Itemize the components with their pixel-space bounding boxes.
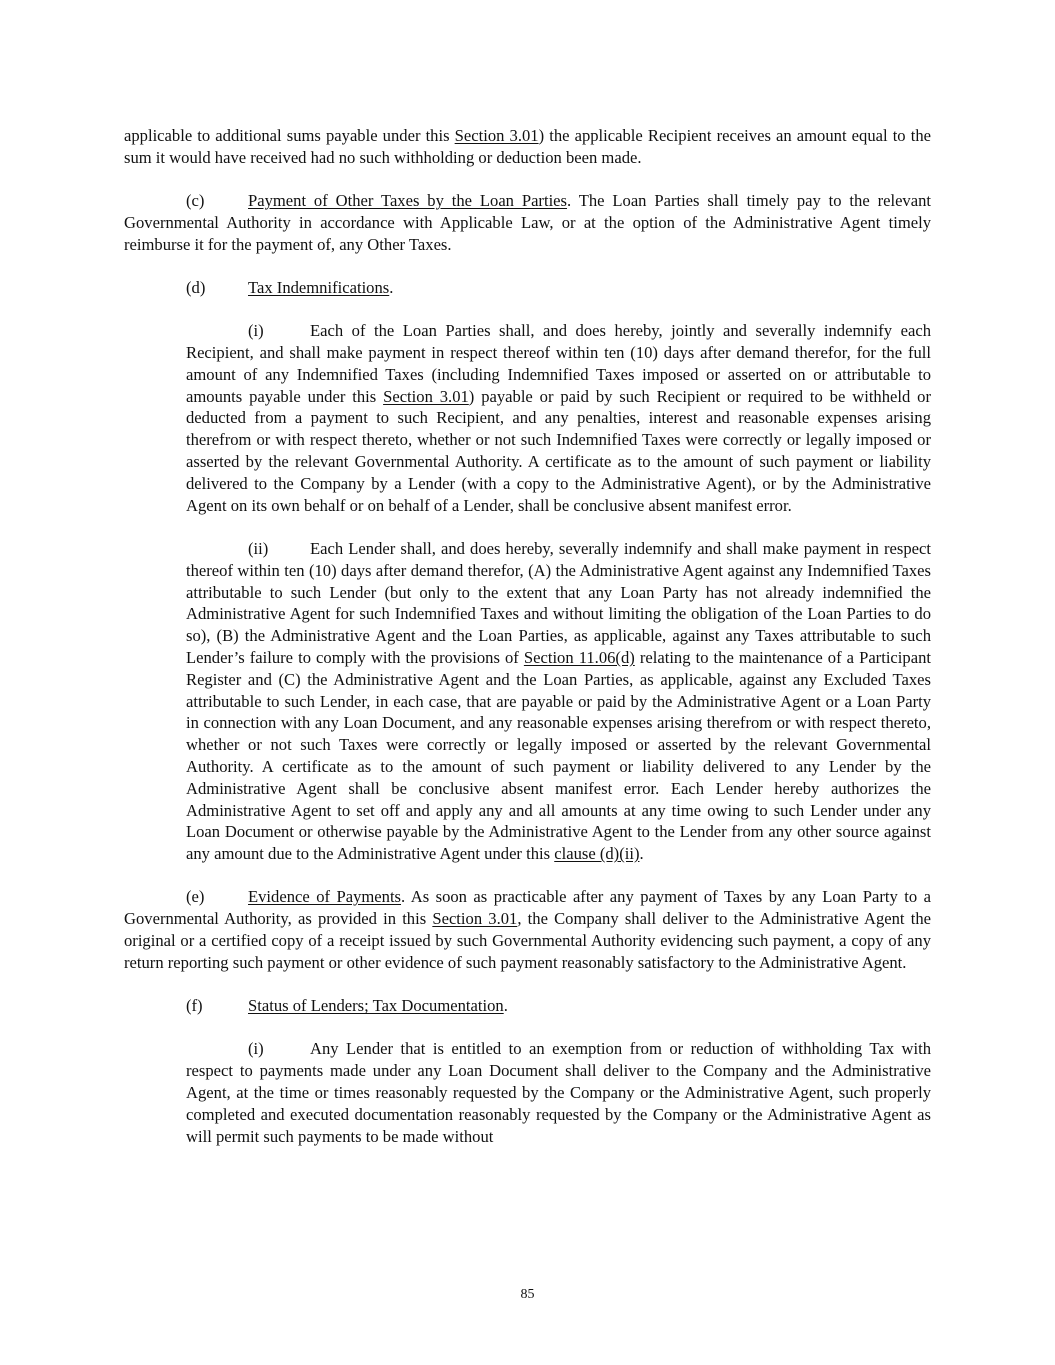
text-run: Each of the Loan Parties shall, and does hereby, jointly and severally indemnify each Recipient, and shall make payment in respect thereof within ten (10) days after demand therefor, for the full amount of any Indemnified Taxes (including Indemnified Taxes imposed or asserted on or attributable to amounts payable under this xyxy=(186,321,931,406)
clause-label: (i) xyxy=(248,321,264,341)
section-reference-link: Section 3.01 xyxy=(454,126,539,145)
text-run: applicable to additional sums payable under this xyxy=(124,126,455,145)
paragraph-d-ii xyxy=(186,538,931,865)
text-run: Any Lender that is entitled to an exemption from or reduction of withholding Tax with respect to payments made under any Loan Document shall deliver to the Company and the Administrative Agent, at the time or times reasonably requested by the Company or the Administrative Agent, such properly completed and executed documentation reasonably requested by the Company or the Administrative Agent as will permit such payments to be made without xyxy=(186,1039,931,1146)
clause-label: (ii) xyxy=(248,538,269,558)
clause-heading: Status of Lenders; Tax Documentation xyxy=(248,996,504,1016)
section-reference-link: Section 3.01 xyxy=(432,909,518,929)
paragraph-f-i xyxy=(186,1038,931,1147)
paragraph-f xyxy=(124,995,931,1017)
paragraph-c xyxy=(124,190,931,255)
clause-label: (e) xyxy=(186,887,205,907)
paragraph-e xyxy=(124,886,931,973)
text-run: relating to the maintenance of a Participant Register and (C) the Administrative Agent and the Loan Parties, as applicable, against any Excluded Taxes attributable to such Lender, in each case, that are payable or paid by the Administrative Agent or a Loan Party in connection with any Loan Document, and any reasonable expenses arising therefrom or with respect thereto, whether or not such Taxes were correctly or legally imposed or asserted by the relevant Governmental Authority. A certificate as to the amount of such payment or liability delivered to any Lender by the Administrative Agent shall be conclusive absent manifest error. Each Lender hereby authorizes the Administrative Agent to set off and apply any and all amounts at any time owing to such Lender under any Loan Document or otherwise payable by the Administrative Agent to the Lender from any other source against any amount due to the Administrative Agent under this xyxy=(186,647,931,864)
paragraph-d-i xyxy=(186,320,931,516)
text-run: . xyxy=(503,996,508,1016)
text-run: . As soon as practicable after any payment of Taxes by any Loan Party to a Governmental Authority, as provided in this xyxy=(124,887,931,929)
clause-label: (d) xyxy=(186,277,206,297)
section-reference-link: Section 11.06(d) xyxy=(523,647,635,667)
clause-heading: Evidence of Payments xyxy=(248,887,402,907)
clause-heading: Tax Indemnifications xyxy=(248,277,390,297)
text-run: . The Loan Parties shall timely pay to the relevant Governmental Authority in accordance with Applicable Law, or at the option of the Administrative Agent timely reimburse it for the payment of, any Other Taxes. xyxy=(124,191,932,254)
text-run: . xyxy=(639,844,644,864)
clause-label: (f) xyxy=(186,996,203,1016)
text-run: ) the applicable Recipient receives an amount equal to the sum it would have received had no such withholding or deduction been made. xyxy=(124,126,931,167)
document-body xyxy=(124,125,931,1169)
clause-label: (c) xyxy=(186,191,205,211)
section-reference-link: Section 3.01 xyxy=(383,386,469,406)
text-run: , the Company shall deliver to the Administrative Agent the original or a certified copy of a receipt issued by such Governmental Authority evidencing such payment, a copy of any return reporting such payment or other evidence of such payment reasonably satisfactory to the Administrative Agent. xyxy=(124,909,931,972)
page-number: 85 xyxy=(520,1287,535,1302)
paragraph-d xyxy=(124,277,931,299)
text-run: . xyxy=(389,277,394,297)
text-run: ) payable or paid by such Recipient or required to be withheld or deducted from a payment to such Recipient, and any penalties, interest and reasonable expenses arising therefrom or with respect thereto, whether or not such Indemnified Taxes were correctly or legally imposed or asserted by the relevant Governmental Authority. A certificate as to the amount of such payment or liability delivered to the Company by a Lender (with a copy to the Administrative Agent), or by the Administrative Agent on its own behalf or on behalf of a Lender, shall be conclusive absent manifest error. xyxy=(186,386,931,515)
text-run: Each Lender shall, and does hereby, severally indemnify and shall make payment in respect thereof within ten (10) days after demand therefor, (A) the Administrative Agent against any Indemnified Taxes attributable to such Lender (but only to the extent that any Loan Party has not already indemnified the Administrative Agent for such Indemnified Taxes and without limiting the obligation of the Loan Parties to do so), (B) the Administrative Agent and the Loan Parties, as applicable, against any Taxes attributable to such Lender’s failure to comply with the provisions of xyxy=(186,538,931,667)
clause-label: (i) xyxy=(248,1039,264,1059)
paragraph-continuation xyxy=(124,125,931,169)
clause-heading: Payment of Other Taxes by the Loan Parties xyxy=(248,191,568,211)
clause-reference-link: clause (d)(ii) xyxy=(554,844,640,864)
